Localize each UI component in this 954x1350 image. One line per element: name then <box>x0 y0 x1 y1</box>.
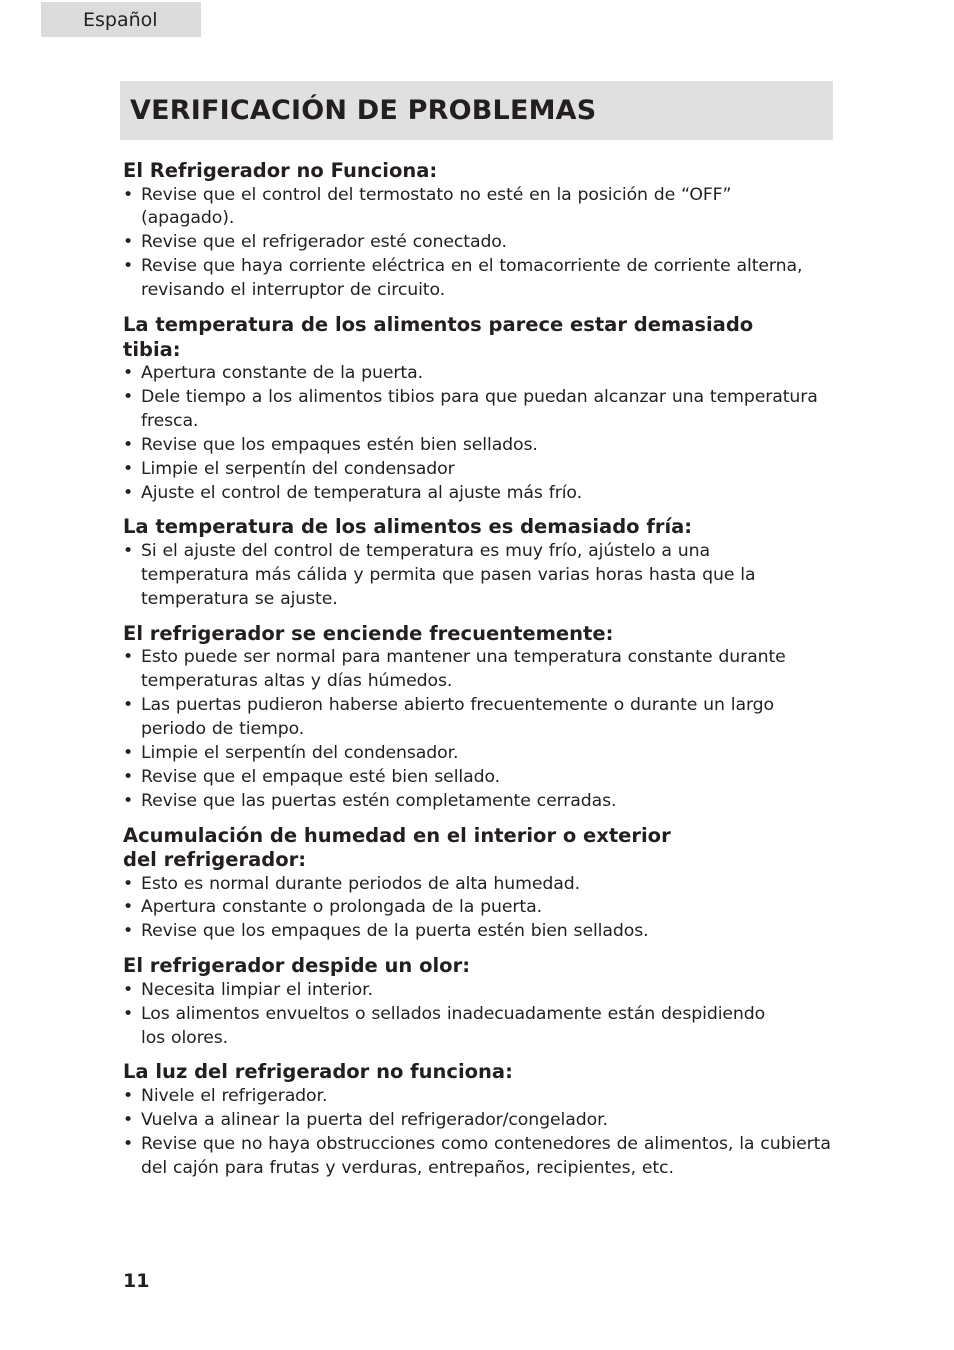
list-item-text: Limpie el serpentín del condensador <box>141 458 455 479</box>
list-item <box>123 231 835 255</box>
list-item <box>123 766 835 790</box>
list-item-text: Vuelva a alinear la puerta del refrigerador/congelador. <box>141 1109 608 1130</box>
list-item-text: Revise que el refrigerador esté conectado. <box>141 232 507 253</box>
list-item-text: Revise que el control del termostato no esté en la posición de “OFF” (apagado). <box>141 184 732 229</box>
troubleshooting-section <box>123 159 835 303</box>
list-item-text: Ajuste el control de temperatura al ajuste más frío. <box>141 482 582 503</box>
section-title: La luz del refrigerador no funciona: <box>123 1060 513 1084</box>
bullet-icon: • <box>123 540 134 561</box>
bullet-list <box>123 184 835 304</box>
bullet-icon: • <box>123 458 134 479</box>
page-title: VERIFICACIÓN DE PROBLEMAS <box>130 95 597 126</box>
bullet-list <box>123 362 835 505</box>
section-title: Acumulación de humedad en el interior o exterior del refrigerador: <box>123 823 671 872</box>
section-title: El refrigerador se enciende frecuentemente: <box>123 621 614 645</box>
bullet-icon: • <box>123 1109 134 1130</box>
list-item <box>123 540 835 612</box>
bullet-icon: • <box>123 766 134 787</box>
bullet-icon: • <box>123 184 134 205</box>
bullet-icon: • <box>123 921 134 942</box>
list-item <box>123 434 835 458</box>
list-item-text: Revise que el empaque esté bien sellado. <box>141 766 501 787</box>
troubleshooting-section <box>123 954 835 1050</box>
list-item <box>123 1003 835 1051</box>
page-title-bar <box>120 81 833 140</box>
bullet-icon: • <box>123 1085 134 1106</box>
troubleshooting-section <box>123 313 835 505</box>
list-item-text: Necesita limpiar el interior. <box>141 979 373 1000</box>
list-item <box>123 184 835 232</box>
bullet-list <box>123 646 835 813</box>
bullet-icon: • <box>123 256 134 277</box>
list-item-text: Si el ajuste del control de temperatura es muy frío, ajústelo a una temperatura más cálida y permita que pasen varias horas hasta que la temperatura se ajuste. <box>141 540 756 609</box>
list-item-text: Los alimentos envueltos o sellados inadecuadamente están despidiendo los olores. <box>141 1003 766 1048</box>
bullet-icon: • <box>123 790 134 811</box>
list-item-text: Nivele el refrigerador. <box>141 1085 328 1106</box>
bullet-list <box>123 979 835 1051</box>
bullet-icon: • <box>123 1003 134 1024</box>
list-item-text: Revise que haya corriente eléctrica en el tomacorriente de corriente alterna, revisando el interruptor de circuito. <box>141 256 803 301</box>
list-item-text: Las puertas pudieron haberse abierto frecuentemente o durante un largo periodo de tiempo. <box>141 695 774 739</box>
bullet-icon: • <box>123 742 134 763</box>
bullet-icon: • <box>123 232 134 253</box>
list-item-text: Apertura constante o prolongada de la puerta. <box>141 897 542 918</box>
bullet-icon: • <box>123 897 134 918</box>
troubleshooting-section <box>123 515 835 611</box>
list-item <box>123 362 835 386</box>
section-title: El refrigerador despide un olor: <box>123 954 470 978</box>
list-item <box>123 896 835 920</box>
bullet-icon: • <box>123 873 134 894</box>
list-item <box>123 1109 835 1133</box>
section-title: La temperatura de los alimentos parece estar demasiado tibia: <box>123 313 754 361</box>
bullet-list <box>123 1085 835 1181</box>
list-item-text: Revise que no haya obstrucciones como contenedores de alimentos, la cubierta del cajón para frutas y verduras, entrepaños, recipientes, etc. <box>141 1133 831 1178</box>
list-item <box>123 458 835 482</box>
list-item-text: Revise que los empaques de la puerta estén bien sellados. <box>141 921 649 942</box>
list-item <box>123 790 835 814</box>
list-item <box>123 920 835 944</box>
list-item <box>123 482 835 506</box>
troubleshooting-content <box>123 159 835 1191</box>
list-item <box>123 646 835 694</box>
bullet-icon: • <box>123 695 134 715</box>
list-item <box>123 979 835 1003</box>
list-item-text: Dele tiempo a los alimentos tibios para que puedan alcanzar una temperatura fresca. <box>141 386 818 431</box>
language-tab-label: Español <box>83 9 158 31</box>
section-title: La temperatura de los alimentos es demasiado fría: <box>123 515 693 539</box>
bullet-icon: • <box>123 386 134 407</box>
bullet-list <box>123 873 835 945</box>
language-tab <box>41 2 201 37</box>
section-title: El Refrigerador no Funciona: <box>123 159 438 182</box>
list-item <box>123 873 835 897</box>
bullet-icon: • <box>123 1133 134 1154</box>
list-item-text: Limpie el serpentín del condensador. <box>141 742 459 763</box>
bullet-list <box>123 540 835 612</box>
troubleshooting-section <box>123 1060 835 1180</box>
list-item <box>123 1085 835 1109</box>
list-item-text: Esto puede ser normal para mantener una temperatura constante durante temperaturas altas y días húmedos. <box>141 647 786 692</box>
list-item-text: Revise que los empaques estén bien sellados. <box>141 434 538 455</box>
list-item <box>123 1133 835 1181</box>
list-item-text: Apertura constante de la puerta. <box>141 363 423 384</box>
list-item <box>123 742 835 766</box>
troubleshooting-section <box>123 622 835 814</box>
bullet-icon: • <box>123 647 134 668</box>
list-item <box>123 255 835 303</box>
list-item <box>123 694 835 742</box>
list-item <box>123 386 835 434</box>
list-item-text: Esto es normal durante periodos de alta humedad. <box>141 873 580 894</box>
page-number: 11 <box>123 1270 150 1292</box>
list-item-text: Revise que las puertas estén completamente cerradas. <box>141 790 617 811</box>
bullet-icon: • <box>123 434 134 455</box>
troubleshooting-section <box>123 824 835 945</box>
bullet-icon: • <box>123 482 134 503</box>
bullet-icon: • <box>123 979 134 1000</box>
bullet-icon: • <box>123 363 134 384</box>
